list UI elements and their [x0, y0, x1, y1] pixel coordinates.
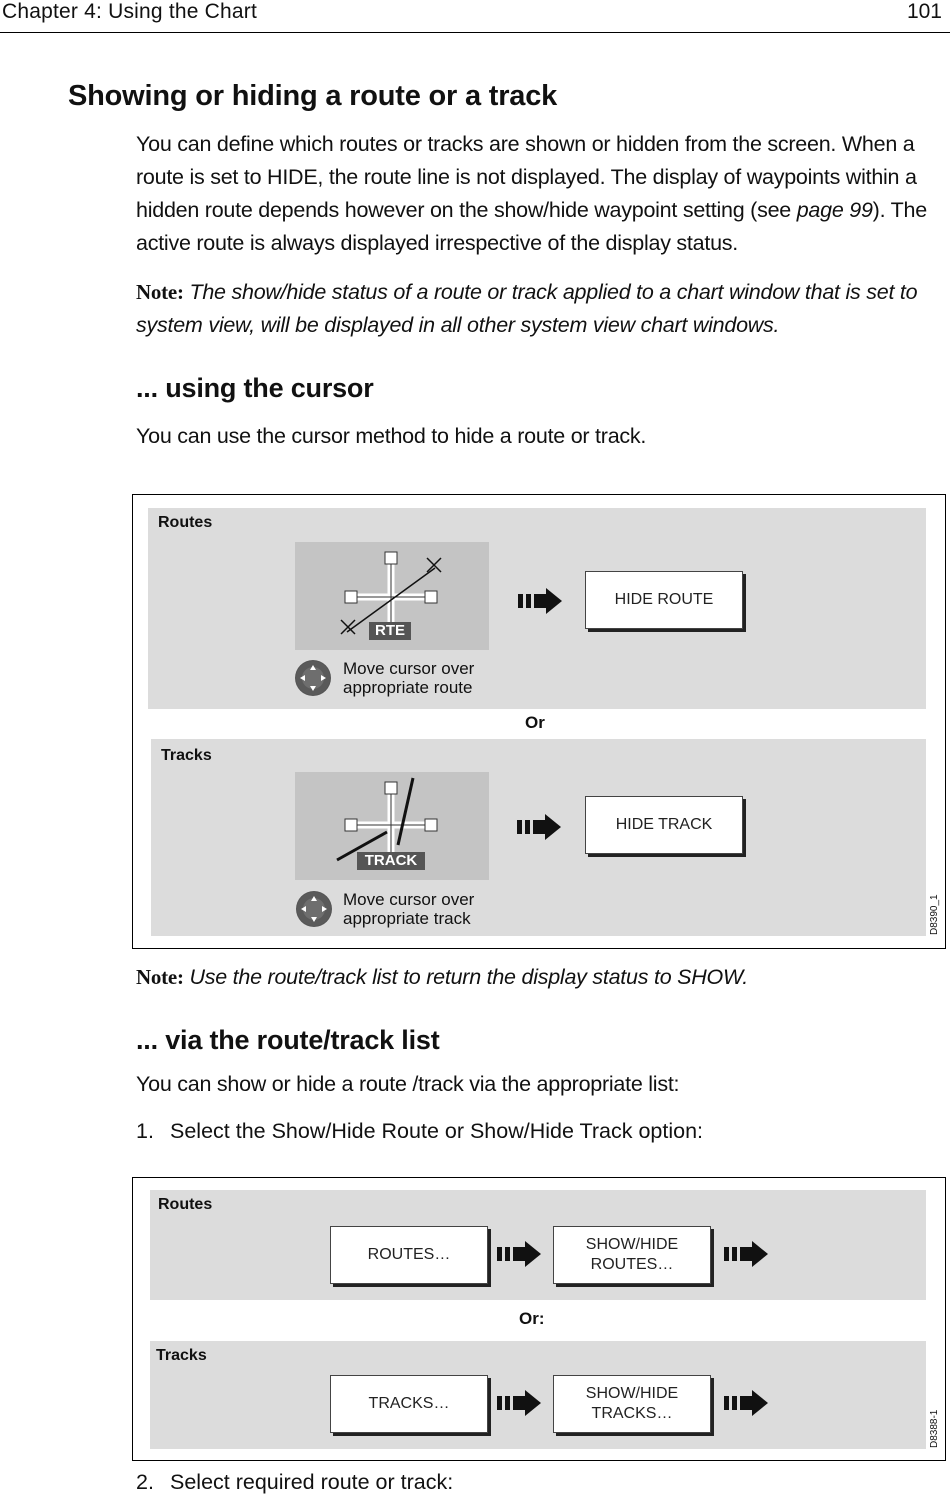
section-title: Showing or hiding a route or a track: [68, 80, 558, 112]
tracks-label: Tracks: [161, 747, 212, 764]
routes-button[interactable]: ROUTES…: [330, 1226, 488, 1284]
note-text: The show/hide status of a route or track applied to a chart window that is set to system view, will be displayed in all other system view chart windows.: [136, 280, 918, 337]
list-section-title: ... via the route/track list: [136, 1025, 440, 1055]
arrow-icon: [724, 1388, 770, 1423]
arrow-icon: [724, 1239, 770, 1274]
step-1: [136, 1119, 703, 1144]
track-tag: TRACK: [364, 852, 418, 869]
note-label: Note:: [136, 965, 184, 989]
show-hide-tracks-line1: SHOW/HIDE: [585, 1385, 679, 1402]
arrow-icon: [517, 812, 563, 847]
cursor-key-icon: [296, 891, 332, 927]
arrow-icon: [497, 1388, 543, 1423]
note-2: [136, 961, 948, 994]
hide-route-button[interactable]: HIDE ROUTE: [585, 571, 743, 629]
tracks-label: Tracks: [156, 1347, 207, 1364]
step-number: 2.: [136, 1470, 154, 1494]
routes-label: Routes: [158, 514, 213, 531]
routes-panel: [150, 1190, 926, 1300]
track-caption-line2: appropriate track: [343, 909, 471, 928]
step-text: Select the Show/Hide Route or Show/Hide Track option:: [170, 1119, 704, 1143]
or-label: Or:: [519, 1309, 545, 1328]
cursor-section-title: ... using the cursor: [136, 373, 374, 403]
route-caption-line2: appropriate route: [343, 678, 473, 697]
intro-text-2: ). The active route is always displayed irrespective of the display status.: [136, 198, 927, 255]
step-text: Select required route or track:: [170, 1470, 454, 1494]
chapter-title: Chapter 4: Using the Chart: [2, 0, 257, 23]
show-hide-tracks-line2: TRACKS…: [591, 1405, 673, 1422]
track-caption: [343, 890, 474, 928]
header-divider: [0, 32, 950, 33]
list-method-figure: [132, 1177, 946, 1461]
page-number: 101: [906, 0, 942, 23]
cursor-key-icon: [295, 660, 331, 696]
arrow-icon: [497, 1239, 543, 1274]
track-caption-line1: Move cursor over: [343, 890, 475, 909]
route-tag: RTE: [375, 622, 405, 639]
track-chart-thumbnail: [295, 772, 489, 880]
tracks-panel: [150, 1341, 926, 1449]
figure-id: D8390_1: [929, 894, 940, 935]
route-chart-thumbnail: [295, 542, 489, 650]
or-label: Or: [525, 713, 545, 732]
show-hide-tracks-button[interactable]: [553, 1375, 711, 1433]
intro-paragraph: [136, 128, 948, 260]
tracks-button[interactable]: TRACKS…: [330, 1375, 488, 1433]
step-number: 1.: [136, 1119, 154, 1143]
route-caption: [343, 659, 474, 697]
routes-label: Routes: [158, 1196, 213, 1213]
routes-panel: [148, 508, 926, 709]
arrow-icon: [518, 586, 564, 621]
hide-track-button[interactable]: HIDE TRACK: [585, 796, 743, 854]
step-2: [136, 1470, 453, 1495]
note-1: [136, 276, 948, 342]
note-label: Note:: [136, 280, 184, 304]
tracks-panel: [151, 739, 926, 936]
page-reference-link[interactable]: page 99: [796, 198, 873, 222]
show-hide-routes-line1: SHOW/HIDE: [585, 1236, 679, 1253]
intro-text-1: You can define which routes or tracks are shown or hidden from the screen. When a route is set to HIDE, the route line is not displayed. The display of waypoints within a hidden route depends however on the show/hide waypoint setting (see: [136, 132, 917, 222]
show-hide-routes-button[interactable]: [553, 1226, 711, 1284]
list-section-text: You can show or hide a route /track via the appropriate list:: [136, 1072, 680, 1096]
figure-id: D8388-1: [929, 1409, 940, 1448]
note-text: Use the route/track list to return the display status to SHOW.: [189, 965, 748, 989]
cursor-section-text: You can use the cursor method to hide a route or track.: [136, 424, 647, 448]
cursor-method-figure: [132, 494, 946, 949]
route-caption-line1: Move cursor over: [343, 659, 475, 678]
show-hide-routes-line2: ROUTES…: [590, 1256, 674, 1273]
